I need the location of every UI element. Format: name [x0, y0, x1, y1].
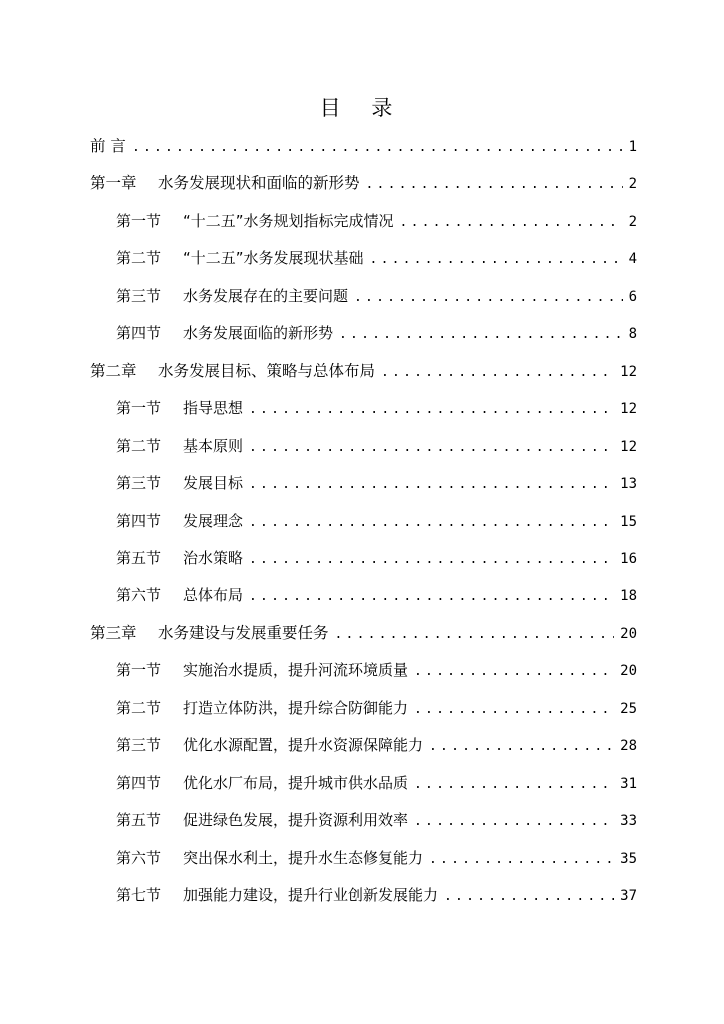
toc-page-number: 2	[628, 176, 637, 192]
toc-page-number: 15	[620, 514, 637, 530]
toc-section-entry[interactable]	[116, 321, 637, 345]
dot-leader	[414, 810, 614, 834]
toc-entry-label	[116, 658, 408, 682]
dot-leader	[414, 773, 614, 797]
toc-chapter-entry[interactable]	[90, 134, 637, 158]
toc-entry-title: 打造立体防洪，提升综合防御能力	[183, 699, 409, 717]
toc-entry-number: 第二章	[90, 362, 137, 380]
dot-leader	[444, 885, 614, 909]
toc-section-entry[interactable]	[116, 246, 637, 270]
toc-page-number: 8	[628, 326, 637, 342]
dot-leader	[370, 248, 623, 272]
toc-entry-title: 水务建设与发展重要任务	[158, 624, 329, 642]
toc-section-entry[interactable]	[116, 209, 637, 233]
toc-entry-title: 加强能力建设，提升行业创新发展能力	[183, 886, 439, 904]
toc-page-number: 18	[620, 588, 637, 604]
toc-chapter-entry[interactable]	[90, 359, 637, 383]
toc-entry-number: 第四节	[116, 512, 162, 530]
dot-leader	[249, 511, 614, 535]
dot-leader	[429, 735, 614, 759]
toc-entry-number: 第三章	[90, 624, 137, 642]
toc-entry-number: 前 言	[90, 137, 126, 155]
toc-page-number: 20	[620, 663, 637, 679]
dot-leader	[249, 548, 614, 572]
toc-section-entry[interactable]	[116, 883, 637, 907]
toc-page-number: 28	[620, 738, 637, 754]
toc-entry-label	[116, 846, 423, 870]
toc-section-entry[interactable]	[116, 846, 637, 870]
toc-entry-title: 治水策略	[183, 549, 244, 567]
toc-entry-title: 突出保水利土，提升水生态修复能力	[183, 849, 424, 867]
toc-page-number: 6	[628, 289, 637, 305]
toc-entry-number: 第二节	[116, 699, 162, 717]
toc-entry-number: 第五节	[116, 811, 162, 829]
toc-entry-label	[116, 583, 243, 607]
toc-page-number: 12	[620, 439, 637, 455]
toc-entry-label	[116, 696, 408, 720]
toc-entry-number: 第二节	[116, 437, 162, 455]
toc-entry-number: 第一节	[116, 399, 162, 417]
toc-section-entry[interactable]	[116, 434, 637, 458]
toc-section-entry[interactable]	[116, 658, 637, 682]
toc-entry-number: 第六节	[116, 849, 162, 867]
toc-entry-label	[116, 209, 394, 233]
toc-entry-label	[116, 396, 243, 420]
toc-chapter-entry[interactable]	[90, 621, 637, 645]
toc-section-entry[interactable]	[116, 696, 637, 720]
toc-entry-number: 第六节	[116, 586, 162, 604]
dot-leader	[366, 173, 623, 197]
toc-entry-number: 第二节	[116, 249, 162, 267]
toc-entry-number: 第三节	[116, 736, 162, 754]
dot-leader	[249, 585, 614, 609]
toc-entry-label	[90, 134, 126, 158]
toc-page-number: 12	[620, 364, 637, 380]
toc-page-number: 20	[620, 626, 637, 642]
toc-entry-title: 促进绿色发展，提升资源利用效率	[183, 811, 409, 829]
toc-entry-label	[90, 621, 329, 645]
toc-entry-label	[116, 733, 423, 757]
toc-entry-title: 水务发展目标、策略与总体布局	[158, 362, 376, 380]
dot-leader	[429, 848, 614, 872]
toc-entry-title: 指导思想	[183, 399, 244, 417]
dot-leader	[354, 286, 623, 310]
dot-leader	[400, 211, 623, 235]
toc-page-number: 25	[620, 701, 637, 717]
toc-entry-title: 发展目标	[183, 474, 244, 492]
toc-entry-number: 第一节	[116, 212, 162, 230]
toc-entry-label	[116, 246, 364, 270]
toc-entry-title: 水务发展存在的主要问题	[183, 287, 349, 305]
toc-entry-label	[116, 284, 348, 308]
dot-leader	[249, 473, 614, 497]
toc-entry-number: 第四节	[116, 324, 162, 342]
toc-entry-number: 第三节	[116, 474, 162, 492]
toc-section-entry[interactable]	[116, 509, 637, 533]
toc-entry-number: 第一节	[116, 661, 162, 679]
toc-entry-number: 第五节	[116, 549, 162, 567]
toc-section-entry[interactable]	[116, 471, 637, 495]
toc-entry-title: 优化水源配置，提升水资源保障能力	[183, 736, 424, 754]
dot-leader	[249, 436, 614, 460]
toc-entry-title: “十二五”水务规划指标完成情况	[183, 212, 394, 230]
toc-chapter-entry[interactable]	[90, 171, 637, 195]
dot-leader	[249, 398, 614, 422]
toc-section-entry[interactable]	[116, 583, 637, 607]
toc-entry-title: 总体布局	[183, 586, 244, 604]
toc-page-number: 2	[628, 214, 637, 230]
toc-entry-label	[116, 771, 408, 795]
dot-leader	[335, 623, 615, 647]
toc-entry-label	[116, 546, 243, 570]
toc-page-number: 13	[620, 476, 637, 492]
toc-entry-title: “十二五”水务发展现状基础	[183, 249, 364, 267]
dot-leader	[381, 361, 614, 385]
toc-entry-title: 水务发展现状和面临的新形势	[158, 174, 360, 192]
toc-section-entry[interactable]	[116, 284, 637, 308]
toc-section-entry[interactable]	[116, 808, 637, 832]
toc-page-number: 33	[620, 813, 637, 829]
dot-leader	[339, 323, 623, 347]
toc-entry-label	[90, 171, 360, 195]
toc-entry-label	[116, 883, 438, 907]
toc-page-number: 1	[628, 139, 637, 155]
toc-entry-label	[116, 434, 243, 458]
toc-entry-title: 发展理念	[183, 512, 244, 530]
toc-section-entry[interactable]	[116, 733, 637, 757]
toc-section-entry[interactable]	[116, 396, 637, 420]
toc-page-number: 12	[620, 401, 637, 417]
toc-entry-title: 水务发展面临的新形势	[183, 324, 334, 342]
toc-entry-number: 第一章	[90, 174, 137, 192]
toc-title: 目 录	[319, 96, 405, 120]
toc-entry-number: 第三节	[116, 287, 162, 305]
dot-leader	[414, 660, 614, 684]
toc-entry-title: 基本原则	[183, 437, 244, 455]
dot-leader	[132, 136, 623, 160]
toc-page-number: 31	[620, 776, 637, 792]
toc-section-entry[interactable]	[116, 771, 637, 795]
toc-entry-label	[116, 321, 333, 345]
toc-entry-title: 优化水厂布局，提升城市供水品质	[183, 774, 409, 792]
toc-entry-title: 实施治水提质，提升河流环境质量	[183, 661, 409, 679]
toc-entry-number: 第四节	[116, 774, 162, 792]
toc-entry-label	[116, 808, 408, 832]
toc-entry-number: 第七节	[116, 886, 162, 904]
toc-page-number: 16	[620, 551, 637, 567]
toc-page-number: 35	[620, 851, 637, 867]
toc-section-entry[interactable]	[116, 546, 637, 570]
toc-page-number: 4	[628, 251, 637, 267]
toc-entry-label	[116, 509, 243, 533]
dot-leader	[414, 698, 614, 722]
toc-entry-label	[116, 471, 243, 495]
toc-page-number: 37	[620, 888, 637, 904]
toc-entry-label	[90, 359, 375, 383]
